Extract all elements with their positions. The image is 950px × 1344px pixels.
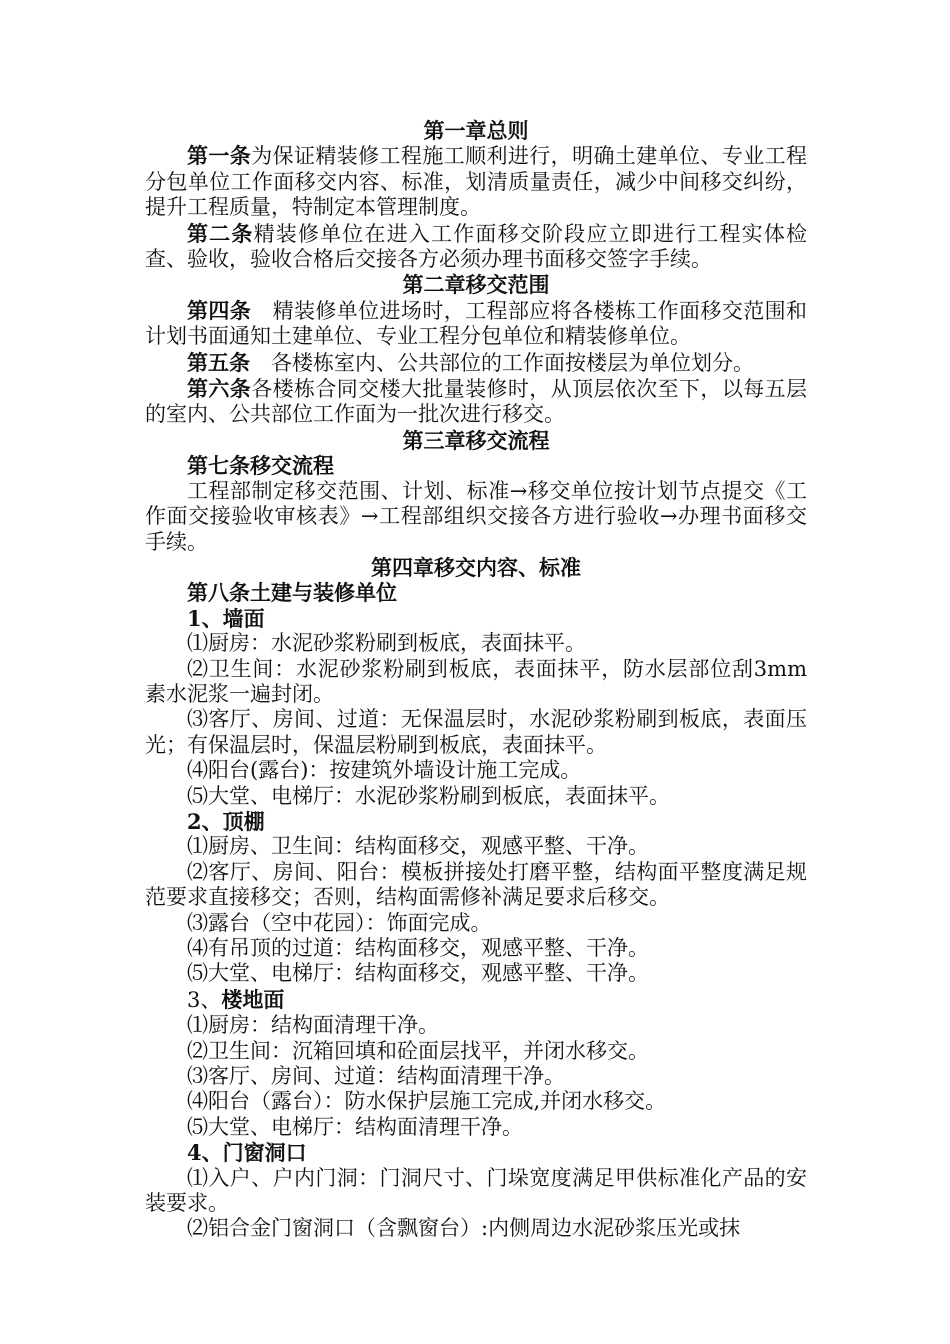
floor-heading-number: 3、 (187, 987, 222, 1012)
article-2-text: 精装修单位在进入工作面移交阶段应立即进行工程实体检查、验收，验收合格后交接各方必须办理书面移交签字手续。 (145, 221, 808, 272)
chapter-2-title: 第二章移交范围 (402, 272, 550, 298)
openings-item-2: ⑵铝合金门窗洞口（含飘窗台）:内侧周边水泥砂浆压光或抹 (187, 1216, 741, 1241)
ceiling-item-4: ⑷有吊顶的过道：结构面移交，观感平整、干净。 (187, 936, 649, 960)
article-7-heading: 第七条移交流程 (187, 453, 334, 479)
floor-item-3: ⑶客厅、房间、过道：结构面清理干净。 (187, 1064, 565, 1089)
article-4 (145, 298, 807, 350)
article-6-text: 各楼栋合同交楼大批量装修时，从顶层依次至下，以每五层的室内、公共部位工作面为一批次进行移交。 (145, 377, 808, 427)
ceiling-item-2: ⑵客厅、房间、阳台：模板拼接处打磨平整，结构面平整度满足规范要求直接移交；否则，结构面需修补满足要求后移交。 (145, 859, 807, 910)
ceiling-item-5: ⑸大堂、电梯厅：结构面移交，观感平整、干净。 (187, 961, 649, 986)
article-2-label: 第二条 (187, 220, 254, 246)
wall-item-1: ⑴厨房：水泥砂浆粉刷到板底，表面抹平。 (187, 631, 586, 656)
article-5-text: 各楼栋室内、公共部位的工作面按楼层为单位划分。 (250, 350, 754, 375)
floor-heading (145, 987, 807, 1013)
floor-item-4: ⑷阳台（露台）：防水保护层施工完成,并闭水移交。 (187, 1089, 667, 1114)
document-page (145, 118, 807, 1242)
article-7-text: 工程部制定移交范围、计划、标准→移交单位按计划节点提交《工作面交接验收审核表》→工程部组织交接各方进行验收→办理书面移交手续。 (145, 478, 807, 554)
article-1 (145, 143, 807, 220)
article-5 (145, 350, 807, 376)
article-1-label: 第一条 (187, 143, 252, 169)
article-1-text: 为保证精装修工程施工顺利进行，明确土建单位、专业工程分包单位工作面移交内容、标准，划清质量责任，减少中间移交纠纷，提升工程质量，特制定本管理制度。 (145, 144, 808, 220)
openings-item-1: ⑴入户、户内门洞：门洞尺寸、门垛宽度满足甲供标准化产品的安装要求。 (145, 1165, 807, 1216)
article-5-label: 第五条 (187, 349, 250, 375)
wall-item-3: ⑶客厅、房间、过道：无保温层时，水泥砂浆粉刷到板底，表面压光；有保温层时，保温层粉刷到板底，表面抹平。 (145, 707, 807, 757)
chapter-4-title: 第四章移交内容、标准 (371, 554, 581, 580)
ceiling-item-1: ⑴厨房、卫生间：结构面移交，观感平整、干净。 (187, 834, 649, 859)
article-4-label: 第四条 (187, 297, 252, 323)
ceiling-heading: 2、顶棚 (187, 808, 265, 834)
openings-heading: 4、门窗洞口 (187, 1140, 307, 1166)
article-2 (145, 221, 807, 273)
chapter-3-title: 第三章移交流程 (402, 427, 550, 453)
floor-heading-label: 楼地面 (221, 986, 285, 1012)
article-6 (145, 376, 807, 428)
wall-item-4: ⑷阳台(露台)：按建筑外墙设计施工完成。 (187, 758, 582, 783)
chapter-1-title: 第一章总则 (423, 118, 529, 143)
article-6-label: 第六条 (187, 376, 252, 402)
floor-item-5: ⑸大堂、电梯厅：结构面清理干净。 (187, 1114, 523, 1139)
article-4-text: 精装修单位进场时，工程部应将各楼栋工作面移交范围和计划书面通知土建单位、专业工程分包单位和精装修单位。 (145, 298, 808, 349)
ceiling-item-3: ⑶露台（空中花园）：饰面完成。 (187, 910, 492, 935)
wall-item-5: ⑸大堂、电梯厅：水泥砂浆粉刷到板底，表面抹平。 (187, 783, 670, 808)
wall-item-2: ⑵卫生间：水泥砂浆粉刷到板底，表面抹平，防水层部位刮3mm素水泥浆一遍封闭。 (145, 656, 807, 706)
article-8-heading: 第八条土建与装修单位 (187, 580, 397, 606)
wall-heading: 1、墙面 (187, 605, 265, 631)
floor-item-2: ⑵卫生间：沉箱回填和砼面层找平，并闭水移交。 (187, 1038, 649, 1063)
floor-item-1: ⑴厨房：结构面清理干净。 (187, 1013, 439, 1038)
